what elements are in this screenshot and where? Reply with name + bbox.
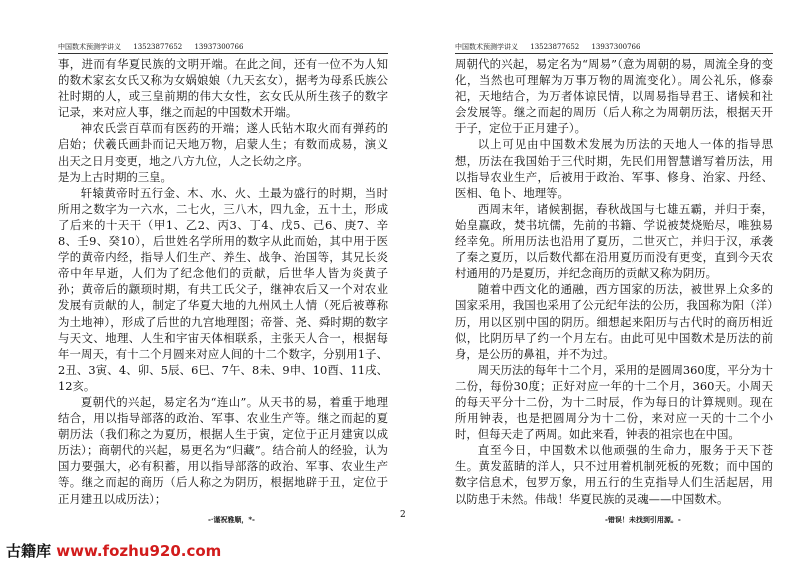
paragraph: 周朝代的兴起，易定名为“周易”（意为周朝的易，周流全身的变化，当然也可理解为万事万物的周流变化）。周公礼乐，修泰祀，天地结合，为万者体谅民情，以周易指导君王、诸候和社会发展等。继之而起的周历（后人称之为周朝历法，根据天开于子，定位于正月建子）。 bbox=[455, 57, 773, 136]
site-watermark bbox=[6, 540, 221, 561]
right-page bbox=[455, 0, 773, 530]
right-page-footer: -错误！未找到引用源。- bbox=[605, 515, 681, 524]
paragraph: 是为上古时期的三皇。 bbox=[58, 169, 172, 184]
watermark-url: www.fozhu920.com bbox=[56, 542, 222, 560]
left-page-footer: -·谨祝雅顺，*- bbox=[208, 515, 255, 524]
left-page-header bbox=[58, 42, 388, 54]
paragraph: 直至今日，中国数术以他顽强的生命力，服务于天下苍生。黄发蓝睛的洋人，只不过用着机制死板的死数；而中国的数字信息术，包罗万象，用五行的生克指导人们生活起居，用以防患于未然。伟哉！华夏民族的灵魂——中国数术。 bbox=[455, 443, 773, 506]
watermark-prefix: 古籍库 bbox=[6, 542, 52, 560]
header-phone-1: 13523877652 bbox=[530, 43, 580, 51]
header-phone-2: 13937300766 bbox=[591, 43, 641, 51]
paragraph: 随着中西文化的通融，西方国家的历法，被世界上众多的国家采用，我国也采用了公元纪年法的公历，我国称为阳（洋）历，用以区别中国的阴历。细想起来阳历与古代时的商历相近似，比阴历早了约一个月左右。由此可见中国数术是历法的前身，是公历的鼻祖，并不为过。 bbox=[455, 282, 773, 361]
header-phone-2: 13937300766 bbox=[194, 43, 244, 51]
left-page-body bbox=[58, 56, 388, 507]
paragraph: 夏朝代的兴起，易定名为“连山”。从天书的易，着重于地理结合，用以指导部落的政治、军事、农业生产等。继之而起的夏朝历法（我们称之为夏历，根据人生于寅，定位于正月建寅以成历法）；商朝代的兴起，易更名为“归藏”。结合前人的经验，认为国力要强大，必有积蓄，用以指导部落的政治、军事、农业生产等。继之而起的商历（后人称之为阴历，根据地辟于丑，定位于正月建丑以成历法）； bbox=[58, 394, 388, 506]
paragraph: 周天历法的每年十二个月，采用的是圆周360度，平分为十二份，每份30度；正好对应一年的十二个月，360天。小周天的每天平分十二份，为十二时辰，作为每日的计算规则。现在所用钟表，也是把圆周分为十二份，来对应一天的十二个小时，但每天走了两周。如此来看，钟表的祖宗也在中国。 bbox=[455, 362, 773, 442]
paragraph: 以上可见由中国数术发展为历法的天地人一体的指导思想，历法在我国始于三代时期，先民们用智慧谱写着历法，用以指导农业生产，后被用于政治、军事、修身、治家、丹经、医相、龟卜、地理等。 bbox=[455, 137, 773, 200]
header-title: 中国数术预测学讲义 bbox=[455, 43, 518, 51]
paragraph: 轩辕黄帝时五行金、木、水、火、土最为盛行的时期，当时所用之数字为一六水，二七火，三八木，四九金，五十土，形成了后来的十天干（甲1、乙2、丙3、丁4、戊5、己6、庚7、辛8、壬9、癸10），后世姓名学所用的数字从此而始，其中用于医学的黄帝内经，指导人们生产、养生、战争、治国等，其兄长炎帝中年早逝，人们为了纪念他们的贡献，后世华人皆为炎黄子孙；黄帝后的颛顼时期，有共工氏父子，继神农后又一个对农业发展有贡献的人，制定了华夏大地的九州风土人情（死后被尊称为土地神），形成了后世的九宫地理图；帝誉、尧、舜时期的数字与天文、地理、人生和宇宙天体相联系，主张天人合一，根据每年一周天，有十二个月圆来对应人间的十二个数字，分别用1子、2丑、3寅、4、卯、5辰、6巳、7午、8未、9申、10酉、11戌、12亥。 bbox=[58, 185, 388, 393]
page-number: 2 bbox=[400, 510, 406, 520]
watermark-bar bbox=[0, 538, 793, 561]
header-title: 中国数术预测学讲义 bbox=[58, 43, 121, 51]
paragraph: 西周末年，诸候割据，春秋战国与七雄五霸，并归于秦，始皇赢政，焚书坑儒，先前的书籍、学说被焚烧贻尽，唯独易经幸免。所用历法也沿用了夏历，二世灭亡，并归于汉，承袭了秦之夏历，以后数代都在沿用夏历而没有更变，直到今天农村通用的乃是夏历，并纪念商历的贡献又称为阴历。 bbox=[455, 201, 773, 281]
paragraph: 神农氏尝百草而有医药的开端；遂人氏钻木取火而有弹药的启始；伏羲氏画卦而记天地万物，启蒙人生；有数而成易，演义出天之日月变更，地之八方九位，人之长幼之序。 bbox=[58, 121, 388, 168]
paragraph: 事，进而有华夏民族的文明开端。在此之间，还有一位不为人知的数术家玄女氏又称为女娲娘娘（九天玄女），据考为母系氏族公社时期的人，或三皇前期的伟大女性，玄女氏从所生孩子的数字记录，来对应人事，继之而起的中国数术开端。 bbox=[58, 57, 388, 120]
left-page bbox=[58, 0, 388, 530]
right-page-body bbox=[455, 56, 773, 507]
right-page-header bbox=[455, 42, 773, 54]
header-phone-1: 13523877652 bbox=[133, 43, 183, 51]
